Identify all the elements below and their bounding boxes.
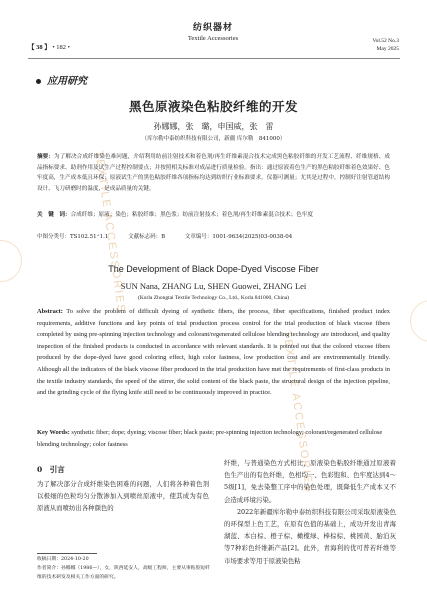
abstract-en-label: Abstract:: [37, 308, 63, 315]
page-number-total: • 182 •: [52, 44, 70, 51]
journal-name-en: Textile Accessories: [187, 35, 239, 42]
watermark-left: TEXTILE ACCESSORIES: [92, 149, 128, 315]
keywords-en-label: Key Words:: [37, 429, 70, 436]
document-code: 文献标志码：B: [128, 234, 166, 240]
section-heading-intro: 0 引言: [37, 465, 65, 474]
author-bio: 作者简介：孙娜娜（1986—），女，陕西延安人，高级工程师，主要从事粘胶短纤维的技术研发及相关工作方面的研究。: [37, 565, 210, 580]
abstract-cn-label: 摘要：: [37, 154, 54, 160]
authors-en: SUN Nana, ZHANG Lu, SHEN Guowei, ZHANG Lei: [120, 281, 307, 291]
abstract-en-text: To solve the problem of difficult dyeing of synthetic fibers, the process, fiber specifications, finished product index requirements, additive functions and key points of trial production process control for the trial production of black viscose fibers completed by using pre-spinning injection technology and colorant/regenerated cellulose blending technology are introduced, and quality inspection of the finished products is conducted in accordance with relevant standards. It is pointed out that the colored viscose fibers produced by the dope-dyed have good coloring effect, high color fastness, low production cost and are environmentally friendly. Although all the indicators of the black viscose fiber produced in the trial production have met the requirements of first-class products in the textile industry standards, the speed of the stirrer, the solid content of the black paste, the structural design of the injection pipeline, and the grinding cycle of the flying knife still need to be continuously improved in practice.: [37, 308, 390, 397]
abstract-cn-text: 为了解决合成纤维染色难问题，介绍利用纺前注射技术和着色剂/再生纤维素混合技术完成黑色粘胶纤维的开发工艺流程、纤维规格、成品指标要求、助剂作用及试生产过程控制要点；并按照相关标准对成品进行质量检验。指出：通过原液着色生产的黑色粘胶纤维着色效果好、色牢度高，生产成本低且环保；原液试生产的黑色粘胶纤维各项指标均达到纺织行业标准要求，仪器可测量；尤其是过程中，控制好注射管道结构设计、飞刀研磨时的温度，是成品质量的关键。: [37, 154, 390, 192]
bullet-icon: [36, 79, 41, 84]
keywords-en-text: synthetic fiber; dope; dyeing; viscose fiber; black paste; pre-spinning injection technology; colorant/regenerated cellulose blending technology; color fastness: [37, 429, 383, 448]
watermark-seal-right: [410, 300, 427, 342]
journal-masthead: [168, 20, 258, 42]
issue-info: [372, 38, 399, 53]
received-date: 收稿日期：2024-10-20: [37, 557, 89, 562]
keywords-cn-text: 合成纤维；原液；染色；粘胶纤维；黑色浆；纺前注射技术；着色剂/再生纤维素混合技术；色牢度: [70, 212, 313, 218]
article-title-cn: 黑色原液染色粘胶纤维的开发: [128, 99, 298, 114]
article-title-en: The Development of Black Dope-Dyed Viscose Fiber: [108, 264, 319, 274]
section-tag-label: 应用研究: [47, 76, 87, 87]
abstract-cn: [37, 152, 390, 194]
page-number-bracket: 【 38 】: [28, 44, 51, 51]
header-divider: [28, 58, 400, 59]
body-column-right: 纤维，与普通染色方式相比，原液染色粘胶纤维通过原液着色生产出的有色纤维，色相均一、色彩饱和、色牢度达到4～5级[1]，免去染整工序中的染色处理，既降低生产成本又不会造成环境污染。 2022年新疆库尔勒中泰纺织科技有限公司采取原液染色的环保型上色工艺，在原有色值的基础上，成功开发出青海湖蓝、本白棕、橙子棕、橄榄绿、棒棕棕、桃园黄、胎泊灰等7种彩色纤维新产品[2]。此外，青海利的优可普若纤维等市场要求等用于原液染色粘: [224, 459, 396, 565]
watermark-seal-left: [0, 240, 22, 282]
journal-logo: 纺织器材: [192, 23, 233, 33]
issue-date: May 2025: [376, 45, 399, 52]
body-column-left: 为了解决部分合成纤维染色困难的问题，人们将各种着色剂以极细的色粒均匀分散渗加入到喷丝原液中，使其成为有色原液从而喷纺出各种颜色的: [37, 480, 209, 513]
classification-line: [37, 232, 390, 240]
footnote-divider: [37, 553, 97, 554]
page-number: [28, 42, 70, 51]
volume-number: Vol.52 No.3: [372, 38, 399, 44]
section-tag: [36, 72, 87, 87]
affiliation-cn: （库尔勒中泰纺织科技有限公司，新疆 库尔勒 841000）: [141, 136, 286, 142]
clc-number: 中图分类号：TS102.51⁺1.1: [37, 234, 109, 240]
abstract-en: [37, 306, 390, 399]
footnotes: [37, 556, 212, 582]
authors-cn: 孙娜娜，张 璐，申国威，张 雷: [153, 122, 274, 131]
keywords-en: [37, 427, 390, 450]
article-id: 文章编号：1001-9634(2025)03-0038-04: [184, 234, 293, 240]
watermark-right: TEXTILE ACCESSORIES: [280, 329, 316, 495]
keywords-cn-label: 关 键 词：: [37, 212, 71, 218]
affiliation-en: (Korla Zhongtai Textile Technology Co., Ltd., Korla 841000, China): [137, 295, 289, 301]
keywords-cn: [37, 210, 390, 221]
